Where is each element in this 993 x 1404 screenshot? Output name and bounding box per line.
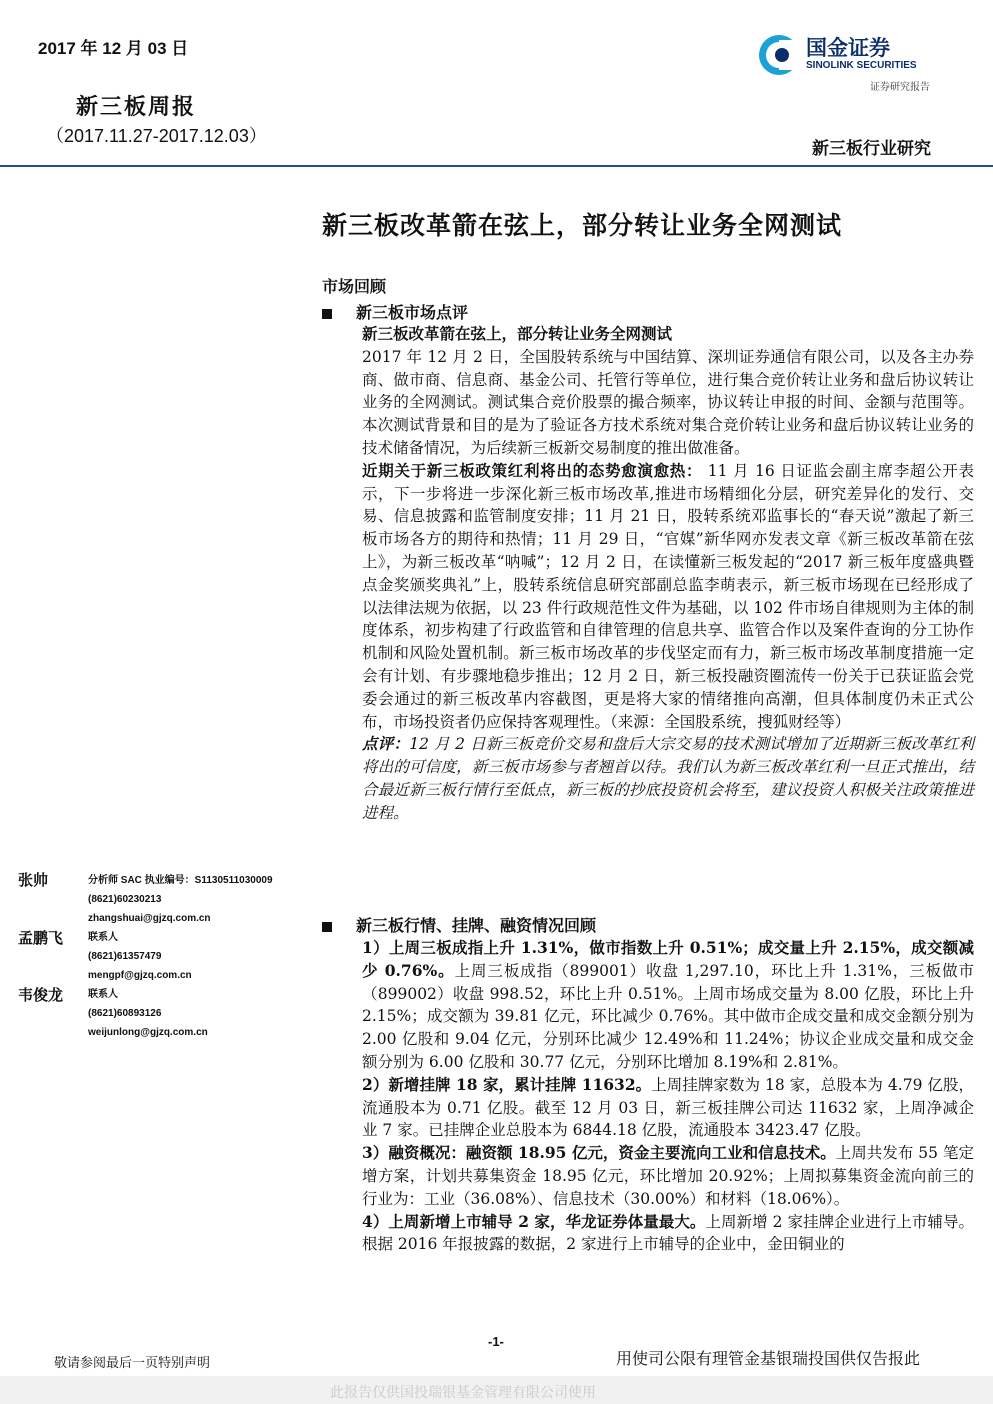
list-item [362, 937, 974, 1074]
paragraph: 2017 年 12 月 2 日，全国股转系统与中国结算、深圳证券通信有限公司，以及各主办券商、做市商、信息商、基金公司、托管行等单位，进行集合竞价转让业务和盘后协议转让业务的全网测试。测试集合竞价股票的撮合频率，协议转让申报的时间、金额与范围等。本次测试背景和目的是为了验证各方技术系统对集合竞价转让业务和盘后协议转让业务的技术储备情况，为后续新三板新交易制度的推出做准备。 [362, 347, 974, 457]
logo-text-cn: 国金证券 [806, 37, 890, 60]
logo-text-en: SINOLINK SECURITIES [806, 60, 917, 71]
author-info [88, 928, 192, 985]
bullet-title: 新三板行情、挂牌、融资情况回顾 [356, 916, 597, 935]
logo-subtitle: 证券研究报告 [870, 82, 930, 93]
author-name: 韦俊龙 [18, 986, 64, 1004]
list-item [362, 1211, 974, 1257]
item-text: 上周三板成指（899001）收盘 1,297.10，环比上升 1.31%，三板做市（899002）收盘 998.52，环比上升 0.51%。上周市场成交量为 8.00 亿股，环比上升 2.15%；成交额为 39.81 亿元，环比减少 0.76%。其中做市企成交量和成交金额分别为 2.00 亿股和 9.04 亿元，分别环比减少 12.49%和 11.24%；协议企业成交量和成交金额分别为 6.00 亿股和 30.77 亿元，分别环比增加 8.19%和 2.81%。 [362, 961, 974, 1071]
item-lead: 3）融资概况：融资额 18.95 亿元，资金主要流向工业和信息技术。 [362, 1143, 836, 1163]
item-text: 上周共发布 55 笔定增方案，计划共募集资金 18.95 亿元，环比增加 20.92%；上周拟募集资金流向前三的行业为：工业（36.08%）、信息技术（30.00%）和材料（18.06%）。 [362, 1144, 975, 1208]
footer-disclaimer: 敬请参阅最后一页特别声明 [54, 1356, 211, 1371]
subheading: 新三板改革箭在弦上，部分转让业务全网测试 [362, 324, 673, 343]
report-category: 新三板行业研究 [812, 139, 931, 159]
watermark: 此报告仅供国投瑞银基金管理有限公司使用 [330, 1384, 596, 1400]
bullet-square-icon [322, 309, 332, 319]
item-lead: 1）上周三板成指上升 1.31%，做市指数上升 0.51%；成交量上升 2.15%，成交额减少 0.76%。 [362, 938, 974, 980]
comment-paragraph [362, 733, 974, 824]
paragraph-lead: 近期关于新三板政策红利将出的态势愈演愈热： [362, 460, 703, 480]
footer-mirrored-text: 用使司公限有理管金基银瑞投国供仅告报此 [616, 1351, 921, 1368]
author-role: 联系人 [88, 932, 118, 943]
comment-lead: 点评： [362, 734, 410, 754]
item-text: 上周新增 2 家挂牌企业进行上市辅导。根据 2016 年报披露的数据，2 家进行上市辅导的企业中，金田铜业的 [362, 1212, 974, 1254]
bullet-heading-market-data [322, 913, 596, 936]
list-item [362, 1142, 974, 1210]
author-phone: (8621)60893126 [88, 1008, 162, 1019]
author-email[interactable]: mengpf@gjzq.com.cn [88, 970, 192, 981]
header-divider [0, 165, 993, 167]
market-review-body [362, 323, 974, 825]
paragraph [362, 460, 974, 734]
author-email[interactable]: weijunlong@gjzq.com.cn [88, 1027, 208, 1038]
page-number: -1- [488, 1334, 504, 1349]
author-phone: (8621)61357479 [88, 951, 162, 962]
main-title: 新三板改革箭在弦上，部分转让业务全网测试 [322, 211, 843, 240]
report-period: （2017.11.27-2017.12.03） [46, 126, 267, 146]
author-info [88, 985, 208, 1042]
list-item [362, 1074, 974, 1142]
section-heading: 市场回顾 [322, 277, 387, 296]
author-role: 联系人 [88, 989, 118, 1000]
report-date: 2017 年 12 月 03 日 [38, 39, 189, 58]
item-lead: 4）上周新增上市辅导 2 家，华龙证券体量最大。 [362, 1211, 706, 1231]
author-cert: 分析师 SAC 执业编号：S1130511030009 [88, 875, 273, 886]
item-lead: 2）新增挂牌 18 家，累计挂牌 11632。 [362, 1074, 652, 1094]
author-info [88, 871, 273, 928]
logo-emblem-icon [756, 32, 802, 78]
bullet-title: 新三板市场点评 [356, 303, 469, 322]
comment-text: 12 月 2 日新三板竞价交易和盘后大宗交易的技术测试增加了近期新三板改革红利将出的可信度，新三板市场参与者翘首以待。我们认为新三板改革红利一旦正式推出，结合最近新三板行情行至低点，新三板的抄底投资机会将至，建议投资人积极关注政策推进进程。 [362, 735, 974, 822]
bullet-heading-market-review [322, 300, 468, 323]
item-text: 上周挂牌家数为 18 家，总股本为 4.79 亿股，流通股本为 0.71 亿股。截至 12 月 03 日，新三板挂牌公司达 11632 家，上周净减企业 7 家。已挂牌企业总股本为 6844.18 亿股，流通股本 3423.47 亿股。 [362, 1075, 974, 1140]
paragraph-text: 11 月 16 日证监会副主席李超公开表示，下一步将进一步深化新三板市场改革,推进市场精细化分层，研究差异化的发行、交易、信息披露和监管制度安排；11 月 21 日，股转系统邓监事长的“春天说”激起了新三板市场各方的期待和热情；11 月 29 日，“官媒”新华网亦发表文章《新三板改革箭在弦上》，为新三板改革“呐喊”；12 月 2 日，在读懂新三板发起的“2017 新三板年度盛典暨点金奖颁奖典礼”上，股转系统信息研究部副总监李萌表示，新三板市场现在已经形成了以法律法规为依据，以 23 件行政规范性文件为基础，以 102 件市场自律规则为主体的制度体系，初步构建了行政监管和自律管理的信息共享、监管合作以及案件查询的分工协作机制和风险处置机制。新三板市场改革的步伐坚定而有力，新三板市场改革制度措施一定会有计划、有步骤地稳步推出；12 月 2 日，新三板投融资圈流传一份关于已获证监会党委会通过的新三板改革内容截图，更是将大家的情绪推向高潮，但具体制度仍未正式公布，市场投资者仍应保持客观理性。（来源：全国股系统，搜狐财经等） [362, 461, 974, 731]
report-title: 新三板周报 [76, 94, 197, 120]
author-phone: (8621)60230213 [88, 894, 162, 905]
author-name: 张帅 [18, 871, 49, 889]
bullet-square-icon [322, 922, 332, 932]
author-name: 孟鹏飞 [18, 929, 64, 947]
market-data-body [362, 937, 974, 1256]
author-email[interactable]: zhangshuai@gjzq.com.cn [88, 913, 211, 924]
